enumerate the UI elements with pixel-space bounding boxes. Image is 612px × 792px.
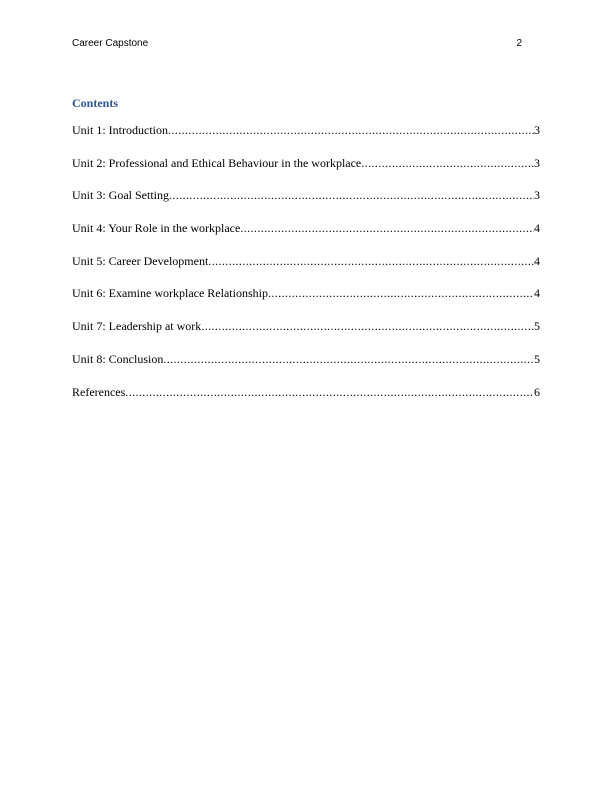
- toc-entry-unit-7[interactable]: [72, 318, 540, 334]
- toc-entry-label: References: [72, 384, 126, 399]
- toc-entry-page: 4: [534, 221, 540, 236]
- toc-dot-leader: [201, 318, 534, 334]
- toc-dot-leader: [268, 285, 534, 301]
- toc-entry-page: 5: [534, 319, 540, 334]
- toc-dot-leader: [169, 187, 534, 203]
- header-page-number: 2: [516, 38, 522, 49]
- toc-entry-page: 5: [534, 351, 540, 366]
- toc-entry-label: Unit 2: Professional and Ethical Behaviour in the workplace: [72, 155, 362, 170]
- toc-entry-label: Unit 4: Your Role in the workplace: [72, 221, 241, 236]
- page-header: [72, 36, 522, 52]
- toc-dot-leader: [163, 351, 534, 367]
- toc-entry-unit-1[interactable]: [72, 122, 540, 138]
- toc-entry-unit-6[interactable]: [72, 285, 540, 301]
- toc-dot-leader: [208, 253, 534, 269]
- toc-entry-page: 4: [534, 253, 540, 268]
- toc-dot-leader: [240, 220, 534, 236]
- toc-entry-label: Unit 5: Career Development: [72, 253, 209, 268]
- table-of-contents: [72, 122, 540, 416]
- toc-heading: Contents: [72, 96, 119, 110]
- toc-entry-page: 4: [534, 286, 540, 301]
- toc-entry-label: Unit 8: Conclusion: [72, 351, 164, 366]
- toc-entry-references[interactable]: [72, 384, 540, 400]
- toc-entry-label: Unit 6: Examine workplace Relationship: [72, 286, 268, 301]
- toc-dot-leader: [361, 155, 534, 171]
- toc-entry-page: 6: [534, 384, 540, 399]
- toc-entry-unit-2[interactable]: [72, 155, 540, 171]
- toc-entry-label: Unit 7: Leadership at work: [72, 319, 202, 334]
- toc-entry-unit-8[interactable]: [72, 351, 540, 367]
- toc-entry-page: 3: [534, 123, 540, 137]
- toc-entry-unit-3[interactable]: [72, 187, 540, 203]
- toc-entry-unit-4[interactable]: [72, 220, 540, 236]
- toc-entry-label: Unit 1: Introduction: [72, 123, 168, 137]
- toc-dot-leader: [125, 384, 534, 400]
- toc-dot-leader: [168, 122, 534, 138]
- header-title: Career Capstone: [72, 38, 149, 49]
- toc-entry-page: 3: [534, 155, 540, 170]
- toc-entry-unit-5[interactable]: [72, 253, 540, 269]
- toc-entry-page: 3: [534, 188, 540, 203]
- toc-entry-label: Unit 3: Goal Setting: [72, 188, 169, 203]
